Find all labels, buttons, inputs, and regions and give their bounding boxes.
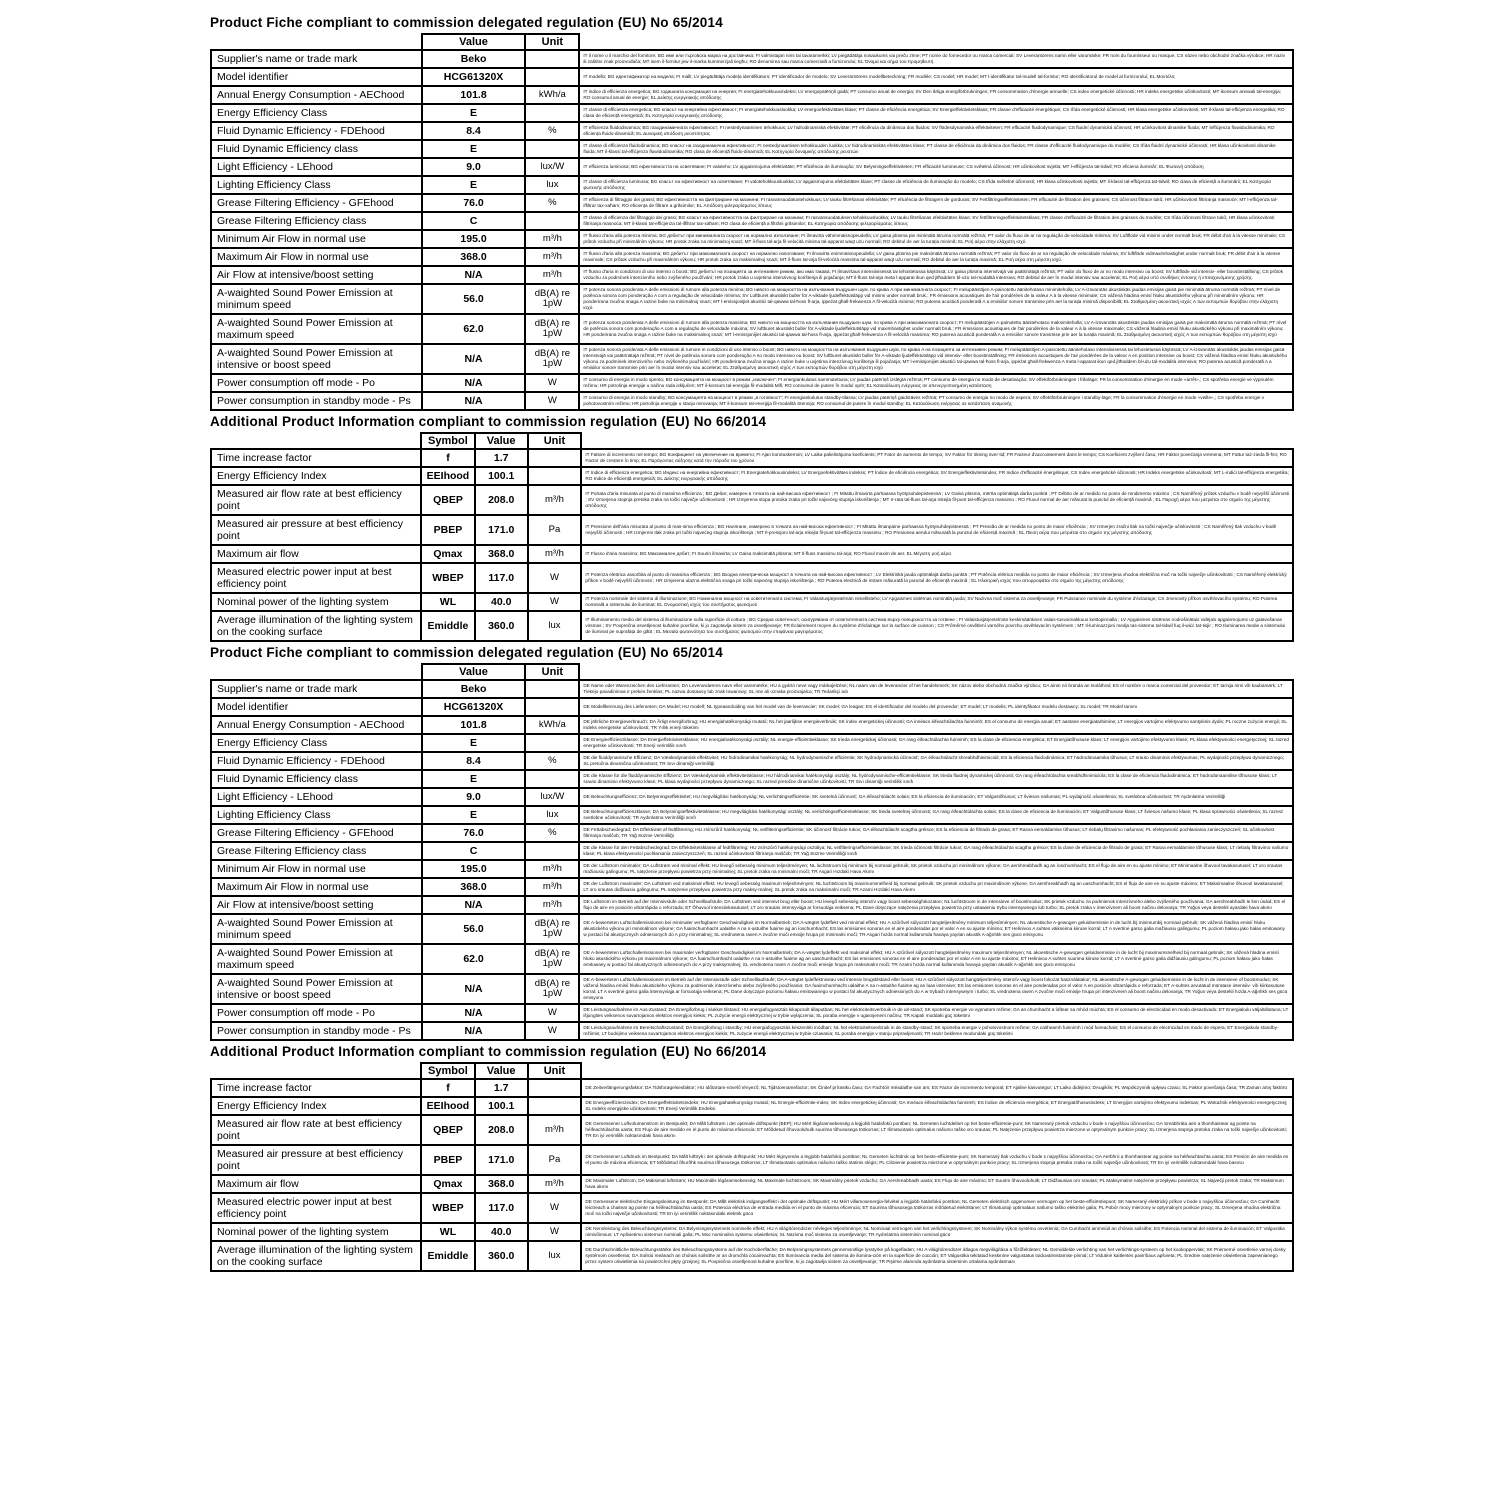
row-label: A-waighted Sound Power Emission at maximum speed bbox=[210, 943, 423, 975]
table-row bbox=[210, 733, 1294, 753]
unit-cell: dB(A) re 1pW bbox=[524, 313, 580, 345]
table-row bbox=[210, 877, 1294, 897]
unit-cell: lux bbox=[527, 1240, 583, 1272]
symbol-cell: EEIhood bbox=[420, 466, 476, 486]
unit-cell bbox=[527, 1078, 583, 1098]
symbol-cell: WBEP bbox=[420, 562, 476, 594]
value-cell: 8.4 bbox=[421, 751, 527, 771]
description-cell: DE Zeitverlängerungsfaktor; DA Tidsforøgelsesfaktor; HU Időtartam-növelő tényező; NL Tijdstoenamefactor; SK Činiteľ prírastku času; GA Fachtóir méadaithe san am; ES Factor de incremento temporal; ET Ajaline kasvutegur; LT Laiko didėjimo; DAugiklis; PL Współczynnik upływu czasu; SL Faktor povečanja časa; TR Zaman artış faktörü bbox=[580, 1078, 1294, 1098]
row-label: Fluid Dynamic Efficiency - FDEhood bbox=[210, 751, 423, 771]
value-cell: 117.0 bbox=[474, 562, 529, 594]
description-cell: DE der Luftstrom maximaler; DA Luftstrøm ved maksimal effekt; HU levegő sebesség maximum teljesítményen; NL luchtstroom bij maximumsnelheid bij normaal gebruik; SK prietok vzduchu pri maximálnom výkone; GA aershreabhadh ag an uaschumhacht; ES el flujo de aire en su ajuste máximo; ET Maksimaalne õhuvool tavakasutusel; LT oro srautas didžiausiu galingumu; PL natężenie przepływu powietrza przy maksy-malnej; SL pretok zraka na maksimalni moči; TR Azami Hızdaki Hava Akımı bbox=[578, 877, 1294, 897]
unit-cell bbox=[524, 139, 580, 159]
row-label: Nominal power of the lighting system bbox=[210, 592, 422, 612]
row-label: Power consumption in standby mode - Ps bbox=[210, 391, 423, 411]
section-title: Additional Product Information compliant to commission regulation (EU) No 66/2014 bbox=[210, 1044, 767, 1059]
value-cell: 195.0 bbox=[421, 859, 527, 879]
description-cell: IT potenza sonora ponderata A delle emissioni di rumore alla potenza minima; BG нивото на мощността на излъчвания въздушен шум, по крива A при минималната скорост; FI melupäästöjen A-painotettu äänitehotaso minimiteholla; LV A-izsvarotās akustiskās jaudas emisijas gaisā pie minimālā ātruma normālā režīmā; PT nível de potência sonora com ponderação A com a regulação de velocidade mínima; SV Luftburet akustiskt buller för A-viktade ljudeffektutsläpp vid minimi under normalt bruk.; FR émissions acoustiques de l'air pondérées de la valeur A à la vitesse minimale; CS vážená hladina emisí hluku akustického výkonu při minimálním výkonu; HR ponderirana zvučna snaga A razine buke na minimalnoj snazi; MT l-emissjonijiet akustiċi tal-qawwa tal-ħoss fl-arja, ippeżat għall-frekwenza A fil-veloċità minima; RO puterea acustică ponderată A a emisiilor sonore transmise prin aer la turația minimă disponibilă; EL Σταθμισμένη ακουστική ισχύς A των εκπομπών θορύβου στην ελάχιστη ισχύ. bbox=[578, 283, 1294, 315]
table-row bbox=[210, 715, 1294, 735]
row-label: A-waighted Sound Power Emission at minimum speed bbox=[210, 913, 423, 945]
row-label: Fluid Dynamic Efficiency - FDEhood bbox=[210, 121, 423, 141]
description-cell: IT efficienza luminosa; BG ефективността на осветяване; FI valoteho; LV apgaismojuma efektivitāte; PT eficiência de iluminação; SV Belysningseffektiviteten; FR efficacité lumineuse; CS světelná účinnost; HR učinkovitost svjetla; MT l-effiċjenza tat-tidwil; RO eficiena iluminâr; EL Φωτεινή απόδοση bbox=[578, 157, 1294, 177]
table-row bbox=[210, 1021, 1294, 1041]
table-row bbox=[210, 769, 1294, 789]
section-title: Product Fiche compliant to commission delegated regulation (EU) No 65/2014 bbox=[210, 15, 723, 30]
unit-cell: W bbox=[527, 562, 583, 594]
value-cell: 76.0 bbox=[421, 193, 527, 213]
value-cell: HCG61320X bbox=[421, 697, 527, 717]
row-label: Supplier's name or trade mark bbox=[210, 49, 423, 69]
description-cell: DE Energieeffizienzindex; DA Energieffektivitetsindeks; HU Energiahatékonysági mutató; NL Energie-efficiëntie-index; SK Index energetickej účinnosti; GA Innéacs éifeachtúlachta fuinnimh; ES Índice de eficiencia energética; ET Energiatõhususindeks; LT Energijos vartojimo efektyvumo indeksas; PL Wskaźnik efektywności energetycznej; SL Indeks energijske učinkovitosti; TR Enerji Verimlilik Endeksi bbox=[580, 1096, 1294, 1116]
value-cell: E bbox=[421, 733, 527, 753]
unit-cell: % bbox=[524, 823, 580, 843]
row-label: Energy Efficiency Index bbox=[210, 1096, 422, 1116]
unit-cell bbox=[524, 769, 580, 789]
column-header-unit: Unit bbox=[527, 1062, 583, 1080]
table-row bbox=[210, 562, 1294, 594]
value-cell: N/A bbox=[421, 973, 527, 1005]
description-cell: IT consumo di energia in modo spento; BG консумацията на мощност в режим „изключен“; FI energiankulutus sammutettuna; LV jaudas patēriņš izslēgtā režīmā; PT consumo de energia no modo de desativação; SV effektförbrukningen i frånläge; FR la consommation d'énergie en mode «arrêt»,; CS spotřeba energie ve vypnutém režimu; HR potrošnja energije u načinu rada isključen; MT il-konsum tal-enerġija fil-modalità Mifi; RO consumul de putere în modul oprit; EL Κατανάλωση ενέργειας σε απενεργοποιημένη κατάσταση bbox=[578, 373, 1294, 393]
row-label: Lighting Efficiency Class bbox=[210, 805, 423, 825]
table-row bbox=[210, 913, 1294, 945]
description-cell: IT classe di efficienza energetica; BG класът на енергийна ефективност; FI energiatehokkuusluokka; LV energoefektivitātes klase; PT classe de eficiência energética; SV Energieffektivitetsklass; FR classe d'efficacité énergétique; CS třída energetické účinnosti; HR klasa energetske učinkovitosti; MT il-klassi tal-effiċjenza energetika; RO clasa de eficiență energetică; EL Κατηγορία ενεργειακής απόδοσης bbox=[578, 103, 1294, 123]
column-header-unit: Unit bbox=[524, 33, 580, 51]
column-header-symbol: Symbol bbox=[420, 432, 476, 450]
row-label: Measured air pressure at best efficiency point bbox=[210, 1144, 422, 1176]
table-row bbox=[210, 103, 1294, 123]
unit-cell: m³/h bbox=[524, 229, 580, 249]
table-row bbox=[210, 313, 1294, 345]
unit-cell bbox=[524, 679, 580, 699]
table-row bbox=[210, 283, 1294, 315]
value-cell: 9.0 bbox=[421, 157, 527, 177]
description-cell: DE Beleuchtungseffizienzklasse; DA Belysningseffektivitetsklasse; HU megvilágítási hatékonysági osztály; NL verlichtingsefficiëntieklasse; SK trieda svetelnej účinnosti; GA rang éifeachtúlachta solais; ES la clase de eficiencia de iluminación; ET Valgustõhususe klass; LT šviesos našumo klasė; PL klasa sprawności oświetlenia; SL razred svetlobne učinkovitosti; TR Aydınlatma Verimliliği sınıfı bbox=[578, 805, 1294, 825]
description-cell: DE A-bewerteten Luftschallemissionen bei maximaler verfügbarer Geschwindigkeit im Normalbetrieb; DA A-vægtet lydeffekt ved maksimal effekt; HU A szűrővel súlyozott hangteljesítmény maximum teljesítményen; NL akoestische A-gewogen geluidsemissie in de lucht bij maximumsnelheid bij normaal gebruik; SK vážená hladina emisií hluku akustického výkonu pri maximálnom výkone; GA fuaimchumhacht ualaithe A na n-astuithe fuaime ag an uaschumhacht; ES las emisiones sonoras en el aire ponderadas por el valor A en su ajuste máximo; ET Helinivoo A suhtes suurima kiiruse korral; LT A svertinė garso galia didžiausiu galingumu; PL poziom hałasu jako hałas emitowany w postaci fal akustycznych odniesionych do A przy maksymalnej; SL vrednotena raven A zvočne moči emisije hrupa pri maksimalni moči; TR Azami hızda normal kullanımda havaya yayılan akustik A-ağırlıklı ses gücü emisyonu bbox=[578, 943, 1294, 975]
value-cell: 195.0 bbox=[421, 229, 527, 249]
data-table bbox=[210, 1062, 1294, 1272]
description-cell: IT flusso d'aria in condizioni di uso intenso o boost; BG дебитът на позицията за интензивен режим, ако има такава; FI ilmavirtaus intensiivisessä tai tehostetussa käytössä; LV gaisa plūsma intensīvajā vai paātrinātajā režīmā; PT valor do fluxo de ar no modo intensivo ou boost; SV luftflöde vid intensiv- eller boostinställning; CS průtok vzduchu za podmínek intenzivního nebo zvýšeného používání; HR protok zraka u uvjetima intenzivnog korištenja ili pojačanja; MT il-fluss tal-arja meta l-apparat ikun qed jitħaddem bl-użu tal-modalità intensiva; RO debitul de aer în modul intensiv sau accelerat; EL Ροή αέρα υπό συνθήκες έντονης ή επιταχυνόμενης χρήσης. bbox=[578, 265, 1294, 285]
value-cell: N/A bbox=[421, 265, 527, 285]
unit-cell: m³/h bbox=[527, 484, 583, 516]
description-cell: DE Energieeffizienzklasse; DA Energieffektivitetsklasse; HU energiahatékonysági osztály; NL energie-efficiëntieklasse; SK trieda energetickej účinnosti; GA rang éifeachtúlachta fuinnimh; ES la clase de eficiencia energética; ET Energiatõhususe klass; LT energijos vartojimo efektyvumo klasė; PL klasa efektywności energetycznej; SL razred energetske učinkovitosti; TR Enerji verimlilik sınıfı bbox=[578, 733, 1294, 753]
table-row bbox=[210, 1222, 1294, 1242]
table-row bbox=[210, 466, 1294, 486]
description-cell: DE Maximaler Luftstrom; DA Maksimal luftstrøm; HU Maximális légáramsebesség; NL Maximale luchtstroom; SK Maximálny prietok vzduchu; GA Aershreabhadh uasta; ES Flujo de aire máximo; ET Suurim õhuvooluhulk; LT Didžiausias oro srautas; PL Maksymalne natężenie przepływu powietrza; SL Največji pretok zraka; TR Maksimum hava akımı bbox=[580, 1174, 1294, 1194]
table-row bbox=[210, 610, 1294, 642]
description-cell: IT potenza sonora ponderata A delle emissioni di rumore alla potenza massima; BG нивото на мощността на излъчвания въздушен шум, по крива A при максималната скорост; FI melupäästöjen A-painotettu äänitehotaso maksimiteholla; LV A-izsvarotās akustiskās jaudas emisijas gaisā pie maksimālā ātruma normālā režīmā; PT nível de potência sonora com ponderação A com a regulação de velocidade máxima; SV luftburet akustiskt buller för A-viktade ljudeffektutsläpp vid maximhastighet under normalt bruk.; FR émissions acoustiques de l'air pondérées de la valeur A à la vitesse maximale; CS vážená hladina emisí hluku akustického výkonu při maximálním výkonu; HR ponderirana zvučna snaga A razine buke na maksimalnoj snazi; MT l-emissjonijiet akustiċi tal-qawwa tal-ħoss fl-arja, ippeżat għall-frekwenza A fil-veloċità massima; RO puterea acustică ponderată A a emisiilor sonore transmise prin aer la turația maximă; EL Σταθμισμένη ακουστική ισχύς A των εκπομπών θορύβου στη μέγιστη ισχύ bbox=[578, 313, 1294, 345]
symbol-cell: Qmax bbox=[420, 1174, 476, 1194]
table-row bbox=[210, 265, 1294, 285]
table-row bbox=[210, 211, 1294, 231]
unit-cell: dB(A) re 1pW bbox=[524, 343, 580, 375]
value-cell: E bbox=[421, 175, 527, 195]
description-cell: DE die fluiddynamische Effizienz; DA Væskedynamisk effektivitet; HU hidrodinamikai hatékonyság; NL hydrodynamische efficiëntie; SK hydrodynamická účinnosť; GA éifeachtúlacht shreabhdhinimiciúil; ES la eficiencia fluidodinámica; ET hüdrodünaamika tõhusus; LT srauto dinaminis efektyvumas; PL wydajność przepływu dynamicznego; SL pretočna dinamična učinkovitost; TR Sıvı dinamiği verimliliği bbox=[578, 751, 1294, 771]
table-row bbox=[210, 157, 1294, 177]
description-cell: DE die Klasse für die fluiddynamische Effizienz; DA Væskedynamisk effektivitetsklasse; HU hidrodinamikai hatékonysági osztály; NL hydrodynamische-efficiëntieklasse; SK trieda fluidnej dynamickej účinnosti; GA rang éifeachtúlachta sreabhdhinimiciúla; ES la clase de eficiencia fluidodinámica; ET hüdrodünaamilise tõhususe klass; LT srauto dinaminio efektyvumo klasė; PL klasa wydajności przepływu dynamicznego; SL razred pretočne dinamične učinkovitosti; TR Sıvı dinamiği verimlilik sınıfı bbox=[578, 769, 1294, 789]
unit-cell: m³/h bbox=[524, 877, 580, 897]
table-row bbox=[210, 343, 1294, 375]
description-cell: IT il nome o il marchio del fornitore; BG име или търговска марка на доставчика; FI valmistajan nimi tai tavaramerkki; LV piegādātāja nosaukums vai preču zīme; PT nome do fornecedor ou marca comercial; SV Leverantörens namn eller varumärke; FR nom du fournisseur ou marque; CS název nebo obchodní značka výrobce; HR naziv ili zaštitni znak proizvođača; MT isem il-fornitur jew il-marka kummerċjali tiegħu; RO denumirea sau marca comercială a furnizorului; EL Όνομα και σήμα του προμηθευτή bbox=[578, 49, 1294, 69]
unit-cell bbox=[524, 733, 580, 753]
symbol-cell: f bbox=[420, 1078, 476, 1098]
unit-cell: m³/h bbox=[524, 859, 580, 879]
value-cell: 368.0 bbox=[421, 247, 527, 267]
table-row bbox=[210, 1096, 1294, 1116]
column-header-symbol: Symbol bbox=[420, 1062, 476, 1080]
description-cell: DE Nennleistung des Beleuchtungssystems; DA Belysningssystemets nominelle effekt; HU A világítórendszer névleges teljesítménye; NL Nominaal vermogen van het verlichtingssysteem; SK Nominálny výkon systému osvetlenia; GA Cumhacht ainmniúil an chórais soilsithe; ES Potencia nominal del sistema de iluminación; ET Valgustika nimivõimsus; LT Apšvietimo sistemos nominali galia; PL Moc nominalna systemu oświetlenia; SL Nazivna moč sistema za osvetljevanje; TR Aydınlatma sisteminin nominal gücü bbox=[580, 1222, 1294, 1242]
unit-cell bbox=[524, 841, 580, 861]
row-label: Fluid Dynamic Efficiency class bbox=[210, 139, 423, 159]
unit-cell: m³/h bbox=[524, 895, 580, 915]
description-cell: DE Leistungsaufnahme im Bereitschaftszustand; DA Energiforbrug i standby; HU energiafogyasztás készenléti módban; NL het elektriciteitsverbruik in de standby-stand; SK spotreba energie v pohotovostnom režime; GA caitheamh fuinnimh i mód fuireachais; ES el consumo de electricidad en modo de espera; ET Energiakulu standby-režiimis; LT budėjimo veiksena suvartojamos elektros energijos kiekis; PL zużycie energii elektrycznej w trybie czuwania; SL poraba energije v stanju pripravljenosti; TR Hazır bekleme modundaki güç tüketimi bbox=[578, 1021, 1294, 1041]
row-label: Power consumption off mode - Po bbox=[210, 373, 423, 393]
value-cell: N/A bbox=[421, 391, 527, 411]
row-label: Grease Filtering Efficiency class bbox=[210, 211, 423, 231]
row-label: Minimum Air Flow in normal use bbox=[210, 229, 423, 249]
description-cell: DE Gemessene elektrische Eingangsleistung im Bestpunkt; DA Målt elektrisk indgangseffekt i det optimale driftspunkt; HU Mért villamosenergia-felvétel a legjobb hatásfokú pontban; NL Gemeten elektrisch opgenomen vermogen op het beste-efficiëntiepunt; SK Nameraný elektrický príkon v bode s najvyššou účinnosťou; GA Cumhacht leictreach a chaitear ag pointe na héifeachtúlachta uasta; ES Potencia eléctrica de entrada medida en el punto de máxima eficiencia; ET Suurima tõhususega töökorras mõõdetud elektritarve; LT Išmatuotoji optimalaus našumo taško elektrinė galia; PL Pobór mocy mierzony w optymalnym punkcie pracy; SL Izmerjena vhodna električna moč na točki največje učinkovitosti; TR En iyi verimlilik noktasındaki elektrik gücü bbox=[580, 1192, 1294, 1224]
description-cell: IT Potenza nominale del sistema di illuminazione; BG Номинална мощност на осветителната система; FI Valaistusjärjestelmän nimellisteho; LV Apgaismes sistēmas nominālā jauda; SV Nazivna moč sistema za osvetljevanje; FR Puissance nominale du système d'éclairage; CS Jmenovitý příkon osvětlovacího systému; RO Puterea nominală a sistemului de iluminat; EL Ονομαστική ισχύς του συστήματος φωτισμού bbox=[580, 592, 1294, 612]
unit-cell: kWh/a bbox=[524, 85, 580, 105]
value-cell: E bbox=[421, 805, 527, 825]
row-label: Energy Efficiency Class bbox=[210, 103, 423, 123]
symbol-cell: Emiddle bbox=[420, 1240, 476, 1272]
value-cell: Beko bbox=[421, 49, 527, 69]
table-row bbox=[210, 1144, 1294, 1176]
table-row bbox=[210, 1114, 1294, 1146]
value-cell: 171.0 bbox=[474, 1144, 529, 1176]
table-row bbox=[210, 175, 1294, 195]
description-cell: IT Portata d'aria misurata al punto di massima efficienza ; BG Дебит, измерен в точката на най-висока ефективност ; FI Mitattu ilmavirta parhaassa hyötysuhdepisteessä ; LV Gaisa plūsma, mērīta optimālajā darba punktā ; PT Débito de ar medido no ponto de rendimento máximo ; CS Naměřený průtok vzduchu v bodě nejvyšší účinnosti ; SV Izmerjena stopnja pretoka zraka na točki največje učinkovitosti ; HR Izmjerena stopa protoka zraka pri točki najvećeg stupnja iskorištenja ; MT Ir-rata tal-fluss tal-arja mkejla fil-punt tal-effiċjenza massimu ; RO Fluxul normal de aer măsurat la punctul de eficiență maximă ; EL Παροχή αέρα που μετριέται στο σημείο της μέγιστης απόδοσης bbox=[580, 484, 1294, 516]
unit-cell: W bbox=[527, 1192, 583, 1224]
description-cell: IT consumo di energia in modo standby; BG консумацията на мощност в режим „в готовност“; FI energiankulutus standby-tilassa; LV jaudas patēriņš gaidstāves režīmā; PT consumo de energia no modo de espera; SV effektförbrukningen i standby-läge; FR la consommation d'énergie en mode «veille»,; CS spotřeba energie v pohotovostním režimu; HR potrošnja energije u stanju mirovanja; MT il-konsum tal-enerġija fil-modalità Stennija; RO consumul de putere în modul standby; EL Κατανάλωση ενέργειας σε κατάσταση αναμονής bbox=[578, 391, 1294, 411]
value-cell: E bbox=[421, 103, 527, 123]
row-label: Maximum air flow bbox=[210, 544, 422, 564]
description-cell: DE Name oder Warenzeichen des Lieferanten; DA Leverandørens navn eller varemærke; HU a gyártó neve vagy márkajelzése; NL naam van de leverancier of het handelsmerk; SK názov alebo obchodná značka výrobcu; GA ainm nó branda an tsoláthraí; ES el nombre o marca comercial del proveedor; ET tarnija nimi või kaubamärk; LT Tiekėjo pavadinimas ir prekės ženklas; PL nazwa dostawcy lub znak towarowy; SL ime ali oznaka proizvajalca; TR Tedarikçi adı bbox=[578, 679, 1294, 699]
description-cell: DE Leistungsaufnahme im Aus-Zustand; DA Energiforbrug i slukket tilstand; HU energiafogyasztás kikapcsolt állapotban; NL het elektriciteitsverbruik in de uit-stand; SK spotreba energie vo vypnutom režime; GA an chumhacht a ídítear sa mhód múchta; ES el consumo de electricidad en modo desactivado; ET Energiakulu väljalülitatuna; LT išjungties veiksenos suvartojamos elektros energijos kiekis; PL zużycie energii elektrycznej w trybie wyłączenia; SL poraba energije v ugasnjenem načinu; TR Kapalı moddaki güç tüketimi bbox=[578, 1003, 1294, 1023]
symbol-cell: PBEP bbox=[420, 514, 476, 546]
symbol-cell: Qmax bbox=[420, 544, 476, 564]
table-row bbox=[210, 1003, 1294, 1023]
symbol-cell: QBEP bbox=[420, 1114, 476, 1146]
row-label: Energy Efficiency Class bbox=[210, 733, 423, 753]
value-cell: C bbox=[421, 841, 527, 861]
column-header-value: Value bbox=[421, 663, 527, 681]
row-label: Fluid Dynamic Efficiency class bbox=[210, 769, 423, 789]
description-cell: DE Modellkennung des Lieferanten; DA Model; HU modell; NL typeaanduiding van het model van de leverancier; SK model; GA leagan; ES el identificador del modelo del proveedor; ET mudel; LT modelis; PL identyfikator modelu dostawcy; SL model; TR Model tanımı bbox=[578, 697, 1294, 717]
table-row bbox=[210, 1174, 1294, 1194]
unit-cell: dB(A) re 1pW bbox=[524, 283, 580, 315]
symbol-cell: WBEP bbox=[420, 1192, 476, 1224]
table-row bbox=[210, 544, 1294, 564]
unit-cell: W bbox=[524, 1003, 580, 1023]
row-label: Model identifier bbox=[210, 67, 423, 87]
symbol-cell: QBEP bbox=[420, 484, 476, 516]
symbol-cell: f bbox=[420, 448, 476, 468]
unit-cell bbox=[527, 466, 583, 486]
row-label: Lighting Efficiency Class bbox=[210, 175, 423, 195]
value-cell: 62.0 bbox=[421, 943, 527, 975]
value-cell: Beko bbox=[421, 679, 527, 699]
table-row bbox=[210, 859, 1294, 879]
value-cell: E bbox=[421, 139, 527, 159]
description-cell: DE A-bewerteten Luftschallemissionen im Betrieb auf der Intensivstufe oder Schnelllaufstufe; DA A-vægtet lydeffektniveau ved intensiv brugstilstand eller boost; HU A szűrővel súlyozott hangteljesítmény intenzív vagy boost fokozat használatakor; NL akoestische A-gewogen geluidsemissie in de lucht in de intensieve of boostmodus; SK vážená hladina emisií hluku akustického výkonu za podmienok intenzívneho alebo zvýšeného používania; GA fuaimchumhacht ualaithe A na n-astuithe fuaime ag an luas intensive; ES las emisiones sonoras en el aire ponderadas por el valor A en posición ultrarrápida o reforzada; ET A-suhtes arvutatud müratase intensiiv- või kiirkasutuse korral; LT A svertinė garso galia intensyviąja ar forsuotąja veiksena; PL Dane dotyczące poziomu hałasu emitowanego w postaci fal akustycznych odniesionych do A w trybach intensywnym i turbo; SL vrednotena raven A zvočne moči emisije hrupa pri intenzivnem ali boost načinu delovanja; TR Yoğun veya destekli hızda A-ağırlıklı ses gücü emisyonu bbox=[578, 973, 1294, 1005]
value-cell: 8.4 bbox=[421, 121, 527, 141]
value-cell: 100.1 bbox=[474, 1096, 529, 1116]
table-row bbox=[210, 592, 1294, 612]
value-cell: 76.0 bbox=[421, 823, 527, 843]
row-label: Energy Efficiency Index bbox=[210, 466, 422, 486]
value-cell: N/A bbox=[421, 373, 527, 393]
unit-cell: lux/W bbox=[524, 157, 580, 177]
unit-cell: kWh/a bbox=[524, 715, 580, 735]
row-label: A-waighted Sound Power Emission at maximum speed bbox=[210, 313, 423, 345]
row-label: Measured electric power input at best efficiency point bbox=[210, 562, 422, 594]
description-cell: DE Gemessener Luftvolumenstrom im Bestpunkt; DA Målt luftstrøm i det optimale driftspunkt (BEP); HU Mért légáramsebesség a legjobb hatásfokú pontban; NL Gemeten luchtdebiet op het beste-efficiëntie-punt; SK Nameraný prietok vzduchu v bode s najvyššou účinnosťou; GA Sreabhráta aeir a thomhaistear ag pointe na héifeachtúlachta uasta; ES Flujo de aire medido en el punto de máxima eficiencia; ET Mõõdetud õhuvooluhulk suurima tõhususega töökorras; LT Išmatuotasis optimalus našumo taško oro srautas; PL Natężenie przepływu powietrza mierzone w optymalnym punkcie pracy; SL Izmerjena stopnja pretoka zraka na točki največje učinkovitosti; TR En iyi verimlilik noktasındaki hava akımı bbox=[580, 1114, 1294, 1146]
column-header-value: Value bbox=[474, 1062, 529, 1080]
value-cell: 56.0 bbox=[421, 913, 527, 945]
unit-cell: dB(A) re 1pW bbox=[524, 913, 580, 945]
row-label: Grease Filtering Efficiency - GFEhood bbox=[210, 193, 423, 213]
value-cell: 1.7 bbox=[474, 1078, 529, 1098]
value-cell: 9.0 bbox=[421, 787, 527, 807]
unit-cell: m³/h bbox=[524, 247, 580, 267]
description-cell: DE Durchschnittliche Beleuchtungsstärke des Beleuchtungssystems auf der Kochoberfläche; DA Belysningssystemets gennemsnitlige lysstyrke på kogefladen; HU A világítórendszer átlagos megvilágítása a főzőfelületen; NL Gemiddelde verlichting van het verlichtings-systeem op het kookoppervlak; SK Priemerné osvetlenie varnej dosky systémom osvetlenia; GA Soilsiú meánach an chórais soilsithe ar an dromchla cócaireachta; ES Iluminancia media del sistema de ilumina-ción en la superficie de cocción; ET Valgustika tekitatud keskmine valgustatus toiduvalmistamise pinnal; LT Vidutinė kaitlentės paviršiaus apšvieta; PL Średnie natężenie oświetlenia zapewnianego przez system oświetlenia na powierzchni płyty grzejnej; SL Povprečna osvetljenost kuhalne površine, ki jo zagotavlja sistem za osvetljevanje; TR Pişirme alanında aydınlatma sisteminin ortalama aydınlatması bbox=[580, 1240, 1294, 1272]
value-cell: N/A bbox=[421, 895, 527, 915]
section-title: Product Fiche compliant to commission delegated regulation (EU) No 65/2014 bbox=[210, 645, 723, 660]
value-cell: C bbox=[421, 211, 527, 231]
row-label: Maximum air flow bbox=[210, 1174, 422, 1194]
value-cell: 208.0 bbox=[474, 484, 529, 516]
row-label: Light Efficiency - LEhood bbox=[210, 157, 423, 177]
unit-cell: dB(A) re 1pW bbox=[524, 973, 580, 1005]
unit-cell: Pa bbox=[527, 1144, 583, 1176]
value-cell: 368.0 bbox=[474, 544, 529, 564]
description-cell: DE die Klasse für den Fettabscheidegrad; DA Effektivitetsklasse af fedtfiltrering; HU zsírszűrő hatékonysági osztálya; NL vetfilteringsefficiëntieklasse; SK trieda účinnosti filtrácie tukov; GA rang éifeachtúlachta scagtha gréisce; ES la clase de eficiencia de filtrado de grasa; ET Rasva eemaldamise tõhususe klass; LT riebalų filtravimo našumo klasė; PL klasa efektywności pochłaniania zanieczyszczeń; SL razred učinkovitosti filtriranja maščob; TR Yağ Süzme Verimliliği sınıfı bbox=[578, 841, 1294, 861]
unit-cell: lux/W bbox=[524, 787, 580, 807]
value-cell: 1.7 bbox=[474, 448, 529, 468]
row-label: Light Efficiency - LEhood bbox=[210, 787, 423, 807]
unit-cell bbox=[524, 49, 580, 69]
value-cell: 171.0 bbox=[474, 514, 529, 546]
value-cell: 62.0 bbox=[421, 313, 527, 345]
description-cell: DE Luftstrom im Betrieb auf der Intensivstufe oder Schnelllaufstufe; DA Luftstrøm ved intensivt brug eller boost; HU levegő sebesség intenzív vagy boost sebességfokozaton; NL luchtstroom in de intensieve of boostmodus; SK prietok vzduchu za podmienok intenzívneho alebo zvýšeného používania; GA aershreabhadh le linn úsáid; ES el flujo de aire en posición ultrarrápida o reforzada; ET Õhuvool intensiivkasutusel; LT oro srautas intensyviąja ar forsuotąja veiksena; PL Dane dotyczące natężenia przepływu powietrza przy ustawieniu trybu intensywnego lub turbo; SL pretok zraka v intenzivnem ali boost načinu delovanja; TR Yoğun veya destekli ayardaki hava akımı bbox=[578, 895, 1294, 915]
row-label: Air Flow at intensive/boost setting bbox=[210, 265, 423, 285]
row-label: Maximum Air Flow in normal use bbox=[210, 247, 423, 267]
unit-cell: % bbox=[524, 121, 580, 141]
data-table bbox=[210, 33, 1294, 411]
row-label: Maximum Air Flow in normal use bbox=[210, 877, 423, 897]
row-label: A-waighted Sound Power Emission at minimum speed bbox=[210, 283, 423, 315]
unit-cell: m³/h bbox=[527, 1174, 583, 1194]
table-row bbox=[210, 121, 1294, 141]
row-label: Measured air pressure at best efficiency point bbox=[210, 514, 422, 546]
column-header-value: Value bbox=[421, 33, 527, 51]
table-row bbox=[210, 514, 1294, 546]
description-cell: IT potenza sonora ponderata A delle emissioni di rumore in condizioni di uso intenso o boost; BG нивото на мощността на излъчвания въздушен шум, по крива A на позицията за интензивен режим; FI melupäästöjen A-painotettu äänitehotaso intensiivisessä tai tehostetussa käytössä; LV A-izsvarotās akustiskās jaudas emisijas gaisā intensīvajā vai paātrinātajā režīmā; PT nível de potência sonora com ponderação A no modo intensivo ou boost; SV luftburet akustiskt buller för A-viktade ljudeffektutsläpp vid intensiv- eller boostinställning; FR émissions acoustiques de l'air pondérées de la valeur A en position intensive ou boost; CS vážená hladina emisí hluku akustického výkonu za podmínek intenzivního nebo zvýšeného používání; HR ponderirana zvučna snaga A razine buke u uvjetima intenzivnog korištenja ili pojačanja; MT l-emissjonijiet akustiċi tal-qawwa tal-ħoss fl-arja, ippeżat għall-frekwenza A meta l-apparat ikun qed jitħaddem bl-użu tal-modalità intensiva; RO puterea acustică ponderată A a emisiilor sonore transmise prin aer în modul intensiv sau accelerat; EL Σταθμισμένη ακουστική ισχύς A των εκπομπών θορύβου στη μέγιστη ισχύ bbox=[578, 343, 1294, 375]
table-row bbox=[210, 751, 1294, 771]
symbol-cell: WL bbox=[420, 592, 476, 612]
unit-cell bbox=[527, 448, 583, 468]
table-row bbox=[210, 391, 1294, 411]
value-cell: N/A bbox=[421, 1003, 527, 1023]
description-cell: IT flusso d'aria alla potenza massima; BG дебитът при максималната скорост на нормално използване; FI ilmavirta enimmäisnopeudella; LV gaisa plūsma pie maksimālā ātruma normālā režīmā; PT valor do fluxo de ar na regulação de velocidade máxima; SV luftflöde vidmaximhastighet under normalt bruk; FR débit d'air à la vitesse maximale; CS průtok vzduchu při maximálním výkonu; HR protok zraka na maksimalnoj snazi; MT il-fluss tal-arja fil-veloċità massima tal-apparat waqt użu normali; RO debitul de aer la turația maximă; EL Ροή αέρα στη μέγιστη ισχύ. bbox=[578, 247, 1294, 267]
description-cell: IT modello; BG идентификатор на модела; FI malli; LV piegādātāja modeļa identifikators; PT identificador de modelo; SV Leverantörens modellbeteckning; FR modèle; CS model; HR model; MT l-identifikatur tal-mudell tal-fornitur; RO identificatorul de model al furnizorului; EL Μοντέλο; bbox=[578, 67, 1294, 87]
table-row bbox=[210, 229, 1294, 249]
description-cell: IT efficienza fluidodinamica; BG газодинамичната ефективност; FI nestedynaaminen tehokkuus; LV hidrodinamiskā efektivitāte; PT eficiência da dinâmica dos fluidos; SV flödesdynamiska effektiviteten; FR efficacité fluidodynamique; CS fluidní dynamická účinnost; HR učinkovitost dinamike fluida; MT leffiċjenza fluwidodinamika; RO eficiența fluido-dinamică; EL Δυναμική απόδοση ρευστότητας bbox=[578, 121, 1294, 141]
value-cell: N/A bbox=[421, 343, 527, 375]
section-title: Additional Product Information compliant to commission regulation (EU) No 66/2014 bbox=[210, 414, 767, 429]
unit-cell: W bbox=[524, 373, 580, 393]
value-cell: 368.0 bbox=[474, 1174, 529, 1194]
value-cell: 40.0 bbox=[474, 1222, 529, 1242]
value-cell: 368.0 bbox=[421, 877, 527, 897]
data-table bbox=[210, 432, 1294, 642]
unit-cell: lux bbox=[524, 805, 580, 825]
value-cell: 360.0 bbox=[474, 610, 529, 642]
product-fiche-document bbox=[210, 12, 1294, 1274]
table-row bbox=[210, 247, 1294, 267]
table-row bbox=[210, 697, 1294, 717]
description-cell: IT classe di efficienza fluidodinamica; BG класът на газодинамична ефективност; FI nestedynaamisen tehokkuuden luokka; LV hidrodinamiskās efektivitātes klase; PT classe de eficiência da dinâmica dos fluidos; FR classe d'efficacité fluidodynamique du modèle; CS třída fluidní dynamické účinnosti; HR klasa učinkovitosti dinamike fluida; MT il-klassi tal-effiċjenza fluwidodinamika; RO clasa de eficiență fluido-dinamică; EL Κατηγορία δυναμικής απόδοσης ρευστών bbox=[578, 139, 1294, 159]
table-row bbox=[210, 484, 1294, 516]
symbol-cell: PBEP bbox=[420, 1144, 476, 1176]
description-cell: IT indice di efficienza energetica; BG годишната консумация на енергия; FI energiatehokkuusindeksi; LV energopatēriņš gadā; PT consumo anual de energia; SV Den årliga energiförbrukningen; FR consommation d'énergie annuelle; CS index energetické účinnosti; HR indeks energetske učinkovitosti; MT ikonsum annwali tal-enerġija; RO consumul anual de energie; EL Δείκτης ενεργειακής απόδοσης bbox=[578, 85, 1294, 105]
row-label: Supplier's name or trade mark bbox=[210, 679, 423, 699]
row-label: Grease Filtering Efficiency class bbox=[210, 841, 423, 861]
unit-cell: W bbox=[527, 1222, 583, 1242]
unit-cell: m³/h bbox=[527, 1114, 583, 1146]
symbol-cell: EEIhood bbox=[420, 1096, 476, 1116]
column-header-unit: Unit bbox=[524, 663, 580, 681]
table-row bbox=[210, 49, 1294, 69]
table-row bbox=[210, 787, 1294, 807]
table-row bbox=[210, 67, 1294, 87]
value-cell: 40.0 bbox=[474, 592, 529, 612]
value-cell: 117.0 bbox=[474, 1192, 529, 1224]
unit-cell: W bbox=[527, 592, 583, 612]
value-cell: E bbox=[421, 769, 527, 789]
row-label: Nominal power of the lighting system bbox=[210, 1222, 422, 1242]
value-cell: 100.1 bbox=[474, 466, 529, 486]
table-row bbox=[210, 895, 1294, 915]
table-row bbox=[210, 973, 1294, 1005]
unit-cell bbox=[524, 103, 580, 123]
unit-cell: dB(A) re 1pW bbox=[524, 943, 580, 975]
unit-cell: W bbox=[524, 391, 580, 411]
value-cell: 360.0 bbox=[474, 1240, 529, 1272]
table-row bbox=[210, 823, 1294, 843]
unit-cell: Pa bbox=[527, 514, 583, 546]
unit-cell: m³/h bbox=[527, 544, 583, 564]
unit-cell: % bbox=[524, 751, 580, 771]
table-row bbox=[210, 805, 1294, 825]
unit-cell: W bbox=[524, 1021, 580, 1041]
value-cell: HCG61320X bbox=[421, 67, 527, 87]
value-cell: 56.0 bbox=[421, 283, 527, 315]
table-row bbox=[210, 193, 1294, 213]
unit-cell bbox=[524, 211, 580, 231]
value-cell: 101.8 bbox=[421, 85, 527, 105]
unit-cell: m³/h bbox=[524, 265, 580, 285]
row-label: Air Flow at intensive/boost setting bbox=[210, 895, 423, 915]
unit-cell bbox=[524, 67, 580, 87]
row-label: Power consumption off mode - Po bbox=[210, 1003, 423, 1023]
unit-cell: lux bbox=[527, 610, 583, 642]
row-label: Model identifier bbox=[210, 697, 423, 717]
value-cell: N/A bbox=[421, 1021, 527, 1041]
table-row bbox=[210, 1240, 1294, 1272]
column-header-value: Value bbox=[474, 432, 529, 450]
description-cell: DE Beleuchtungseffizienz; DA Belysningseffektivitet; HU megvilágítási hatékonyság; NL verlichtingsefficiëntie; SK svetelná účinnosť; GA éifeachtúlacht solais; ES la eficiencia de iluminación; ET Valgustõhusus; LT šviesos našumas; PL wydajność oświetlenia; SL svetlobna učinkovitost; TR Aydınlatma Verimliliği bbox=[578, 787, 1294, 807]
table-row bbox=[210, 943, 1294, 975]
column-header-unit: Unit bbox=[527, 432, 583, 450]
row-label: Average illumination of the lighting system on the cooking surface bbox=[210, 1240, 422, 1272]
description-cell: DE Fettabscheidegrad; DA Effektivitet af fedtfiltrering; HU zsírszűrő hatékonyság; NL vetfilteringsefficiëntie; SK účinnosť filtrácie tukov; GA éifeachtúlacht scagtha gréisce; ES la eficiencia de filtrado de grasa; ET Rasva eemaldamise tõhusus; LT riebalų filtravimo našumas; PL efektywność pochłaniania zanieczyszczeń; SL učinkovitost filtriranja maščob; TR Yağ Süzme Verimliliği bbox=[578, 823, 1294, 843]
description-cell: DE A-bewerteten Luftschallemissionen bei minimaler verfügbarer Geschwindigkeit im Normalbetrieb; DA A-vægtet lydeffekt ved minimal effekt; HU A szűrővel súlyozott hangteljesítmény minimum teljesítményen; NL akoestische A-gewogen geluidsemissie in de lucht bij minimumbij normaal gebruik; SK vážená hladina emisií hluku akustického výkonu pri minimálnom výkone; GA fuaimchumhacht ualaithe A na n-astuithe fuaime ag an íoschumhacht; ES las emisiones sonoras en el aire ponderadas por el valor A en su ajuste mínimo; ET Helinivoo A suhtes väikseima kiiruse korral; LT A svertinė garso galia mažiausiu galingumu; PL poziom hałasu jako hałas emitowany w postaci fal akustycznych odniesionych do A przy minimalnej; SL vrednotena raven A zvočne moči emisije hrupa pri minimalni moči; TR Asgari hızda normal kullanımda havaya yayılan akustik A-ağırlıklı ses gücü emisyonu bbox=[578, 913, 1294, 945]
description-cell: IT classe di efficienza del filtraggio dei grassi; BG класът на ефективността на филтриране на мазнини; FI rasvansuodatuksen tehokkuusluokka; LV tauku filtrēšanas efektivitātes klase; SV fettfiltreringseffektivitetsklass; FR classe d'efficacité de filtration des graisses du modèle; CS třída účinnosti filtrace tuků; HR klasa učinkovitosti filtriranja masnoća; MT il-klassi tal-effiċjenza tal-iffiltrar tax-xaħam; RO clasa de eficiență a filtrării grăsimilor; EL Κατηγορία απόδοσης φιλτραρίσματος λίπους bbox=[578, 211, 1294, 231]
description-cell: IT Pressione dell'aria misurata al punto di mas-sima efficienza ; BG Налягане, измерено в точката на най-висока ефективност ; FI Mitattu ilmanpaine parhaassa hyötysuhdepisteessä ; PT Pressão de ar medida no ponto de maior eficiência ; SV Izmerjen zračni tlak na točki največje učinkovitosti ; CS Naměřený tlak vzduchu v bodě nejvyšší účinnosti ; HR Izmjereni tlak zraka pri točki najvećeg stupnja iskorištenja ; MT Il-pressjoni tal-arja mkejla fil-punt tal-effiċjenza massimu ; RO Presiunea aerului măsurată la punctul de eficiență maximă ; EL Πίεση αέρα που μετριέται στο σημείο της μέγιστης απόδοσης bbox=[580, 514, 1294, 546]
row-label: Measured electric power input at best efficiency point bbox=[210, 1192, 422, 1224]
row-label: A-waighted Sound Power Emission at intensive or boost speed bbox=[210, 343, 423, 375]
description-cell: DE der Luftstrom minimaler; DA Luftstrøm ved minimal effekt; HU levegő sebesség minimum teljesítményen; NL luchtstroom bij minimum bij normaal gebruik; SK prietok vzduchu pri minimálnom výkone; GA aershreabhadh ag an íoschumhacht; ES el flujo de aire en su ajuste mínimo; ET Minimaalne õhuvool tavakasutusel; LT oro srautas mažiausiu galingumu; PL natężenie przepływu powietrza przy minimalnej; SL pretok zraka na minimalni moči; TR Asgari Hızdaki Hava Akımı bbox=[578, 859, 1294, 879]
unit-cell bbox=[524, 697, 580, 717]
table-row bbox=[210, 1078, 1294, 1098]
description-cell: IT Potenza elettrica assorbita al punto di massima efficienza ; BG Входна електрическа мощност в точката на най-висока ефективност ; LV Elektriskā jauda optimālajā darba punktā ; PT Potência elétrica medida no ponto de maior eficiência ; SV Izmerjena vhodna električna moč na točki največje učinkovitosti ; CS Naměřený elektrický příkon v bodě nejvyšší účinnosti ; HR Izmjerena ulazna električna snaga pri točki najvećeg stupnja iskorištenja ; RO Puterea electrică de intrare măsurată la punctul de eficiență maximă ; EL Ηλεκτρική ισχύς που απορροφάται στο σημείο της μέγιστης απόδοσης bbox=[580, 562, 1294, 594]
description-cell: DE jährliche Energieverbrauch; DA Årligt energiforbrug; HU energiahatékonysági mutató; NL het jaarlijkse energieverbruik; SK index energetickej účinnosti; GA innéacs éifeachtúlachta fuinnimh; ES el consumo de energia anual; ET aastane energiatarbimine; LT energijos vartojimo efektyvumo santykinis dydis; PL roczne zużycie energii; SL indeks energetske učinkovitosti; TR Yıllık enerji tüketimi bbox=[578, 715, 1294, 735]
table-row bbox=[210, 373, 1294, 393]
description-cell: IT classe di efficienza luminosa; BG класът на ефективност на осветяване; FI valotehokkuusluokka; LV apgaismojuma efektivitātes klase; PT classe de eficiência de iluminação do modelo; CS třída světelné účinnosti; HR klasa učinkovitosti svjetla; MT il-klassi tal-effiċjenza tat-tidwil; RO clasa de eficiență a iluminării; EL Κατηγορία φωτεινής απόδοσης bbox=[578, 175, 1294, 195]
row-label: Average illumination of the lighting system on the cooking surface bbox=[210, 610, 422, 642]
row-label: Annual Energy Consumption - AEChood bbox=[210, 85, 423, 105]
row-label: Grease Filtering Efficiency - GFEhood bbox=[210, 823, 423, 843]
description-cell: IT Illuminamento medio del sistema di illuminazione sulla superficie di cottura ; BG Средна осветеност, осигурявана от осветителната система върху повърхността за готвене ; FI Valaistusjärjestelmän keskimääräinen valais-tusvoimakkuus keittopinnalla ; LV Apgaismes sistēmas nodrošinātais vidējais apgaismojums uz gatavošanas virsmas ; SV Povprečna osvetljenost kuhalne površine, ki jo zagotavlja sistem za osvetljevanje; FR Éclairement moyen du système d'éclairage sur la surface de cuisson ; CS Průměrné osvětlení varného povrchu osvětlovacím systémem ; MT Il-luminazzjoni medja tas-sistema tal-tidwil fuq il-wiċċ tat-tisjir ; RO Iluminarea medie a sistemului de iluminat pe suprafața de gătit ; EL Μεσαία φωτεινότητα του συστήματος φωτισμού στην επιφάνεια μαγειρέματος bbox=[580, 610, 1294, 642]
description-cell: IT Fattore di incremento nel tempo; BG Коефициент на увеличение на времето; FI Ajan korotuskerroin; LV Laika palielinājuma koeficients; PT Fator de aumento de tempo; SV Faktor för ökning över tid; FR Facteur d'accroissement dans le temps; CS Koeficient zvýšení času; HR Faktor povećanja vremena; MT Fattur taż-żieda fil-ħin; RO Factor de creștere în timp; EL Παράγοντας αύξησης κατά την πάροδο του χρόνου bbox=[580, 448, 1294, 468]
table-row bbox=[210, 139, 1294, 159]
unit-cell: % bbox=[524, 193, 580, 213]
value-cell: 101.8 bbox=[421, 715, 527, 735]
unit-cell bbox=[527, 1096, 583, 1116]
table-row bbox=[210, 85, 1294, 105]
row-label: Minimum Air Flow in normal use bbox=[210, 859, 423, 879]
row-label: Time increase factor bbox=[210, 1078, 422, 1098]
description-cell: DE Gemessener Luftdruck im Bestpunkt; DA Målt lufttryk i det optimale driftspunkt; HU Mért légnyomás a legjobb hatásfokú pontban; NL Gemeten luchtdruk op het beste-efficiëntie-punt; SK Nameraný tlak vzduchu v bode s najvyššou účinnosťou; GA Aerbhrú a thomhaistear ag pointe na héifeachtachta uasta; ES Presión de aire medida en el punto de máxima eficiencia; ET Mõõdetud õhurõhk suurima tõhususega töökorras; LT Išmatuotasis optimalus našumo taško statinis slėgis; PL Ciśnienie powietrza mierzone w optymalnym punkcie pracy; SL Izmerjena stopnja pretoka zraka na točki največje učinkovitosti; TR En iyi verimlilik noktasındaki hava basıncı bbox=[580, 1144, 1294, 1176]
unit-cell: lux bbox=[524, 175, 580, 195]
data-table bbox=[210, 663, 1294, 1041]
description-cell: IT efficienza di filtraggio dei grassi; BG ефективността на филтриране на мазнини; FI rasvansuodatustehokkuus; LV tauku filtrēšanas efektivitāte; PT eficiência de filtragem de gorduras; SV Fettfiltringseffektiviteten; FR efficacité de filtration des graisses; CS účinnost filtrace tuků; HR učinkovitost filtriranja masnoće; MT l-effiċjenza tal-iffiltrar tax-xaħam; RO eficiența de filtrare a grăsimilor; EL Απόδοση φιλτραρίσματος λίπους bbox=[578, 193, 1294, 213]
symbol-cell: Emiddle bbox=[420, 610, 476, 642]
row-label: Time increase factor bbox=[210, 448, 422, 468]
row-label: Measured air flow rate at best efficiency point bbox=[210, 1114, 422, 1146]
symbol-cell: WL bbox=[420, 1222, 476, 1242]
table-row bbox=[210, 841, 1294, 861]
row-label: Measured air flow rate at best efficiency point bbox=[210, 484, 422, 516]
description-cell: IT flusso d'aria alla potenza minima; BG дебитът при минималната скорост на нормално използване; FI ilmavirta vähimmäisnopeudella; LV gaisa plūsma pie minimālā ātruma normālā režīmā; PT valor do fluxo de ar na regulação de velocidade mínima; SV Luftflöde vid minimi under normalt bruk; FR débit d'air à la vitesse minimale; CS průtok vzduchu při minimálním výkonu; HR protok zraka na minimalnoj snazi; MT il-fluss tal-arja fil-veloċità minima tal-apparat waqt użu normali; RO debitul de aer la turația minimă; EL Ροή αέρα στην ελάχιστη ισχύ. bbox=[578, 229, 1294, 249]
description-cell: IT Indice di efficienza energetica; BG Индекс на енергийна ефективност; FI Energiatehokkuusindeksi; LV Energoefektivitātes indekss; PT Índice de eficiência energética; SV Energieffektivitetsindex; FR Indice d'efficacité énergétique; CS Index energetické účinnosti; HR Indeks energetske učinkovitosti; MT L-indiċi tal-effiċjenza energetika; RO Indice de eficiență energetică; EL Δείκτης ενεργειακής απόδοσης bbox=[580, 466, 1294, 486]
value-cell: 208.0 bbox=[474, 1114, 529, 1146]
description-cell: IT Flusso d'aria massimo; BG Максимален дебит; FI Suurin ilmavirta; LV Gaisa maksimālā plūsma; MT Il-fluss massimu tal-arja; RO Fluxul maxim de aer. EL Μέγιστη ροή αέρα bbox=[580, 544, 1294, 564]
table-row bbox=[210, 448, 1294, 468]
row-label: Annual Energy Consumption - AEChood bbox=[210, 715, 423, 735]
table-row bbox=[210, 1192, 1294, 1224]
row-label: Power consumption in standby mode - Ps bbox=[210, 1021, 423, 1041]
row-label: A-waighted Sound Power Emission at intensive or boost speed bbox=[210, 973, 423, 1005]
table-row bbox=[210, 679, 1294, 699]
